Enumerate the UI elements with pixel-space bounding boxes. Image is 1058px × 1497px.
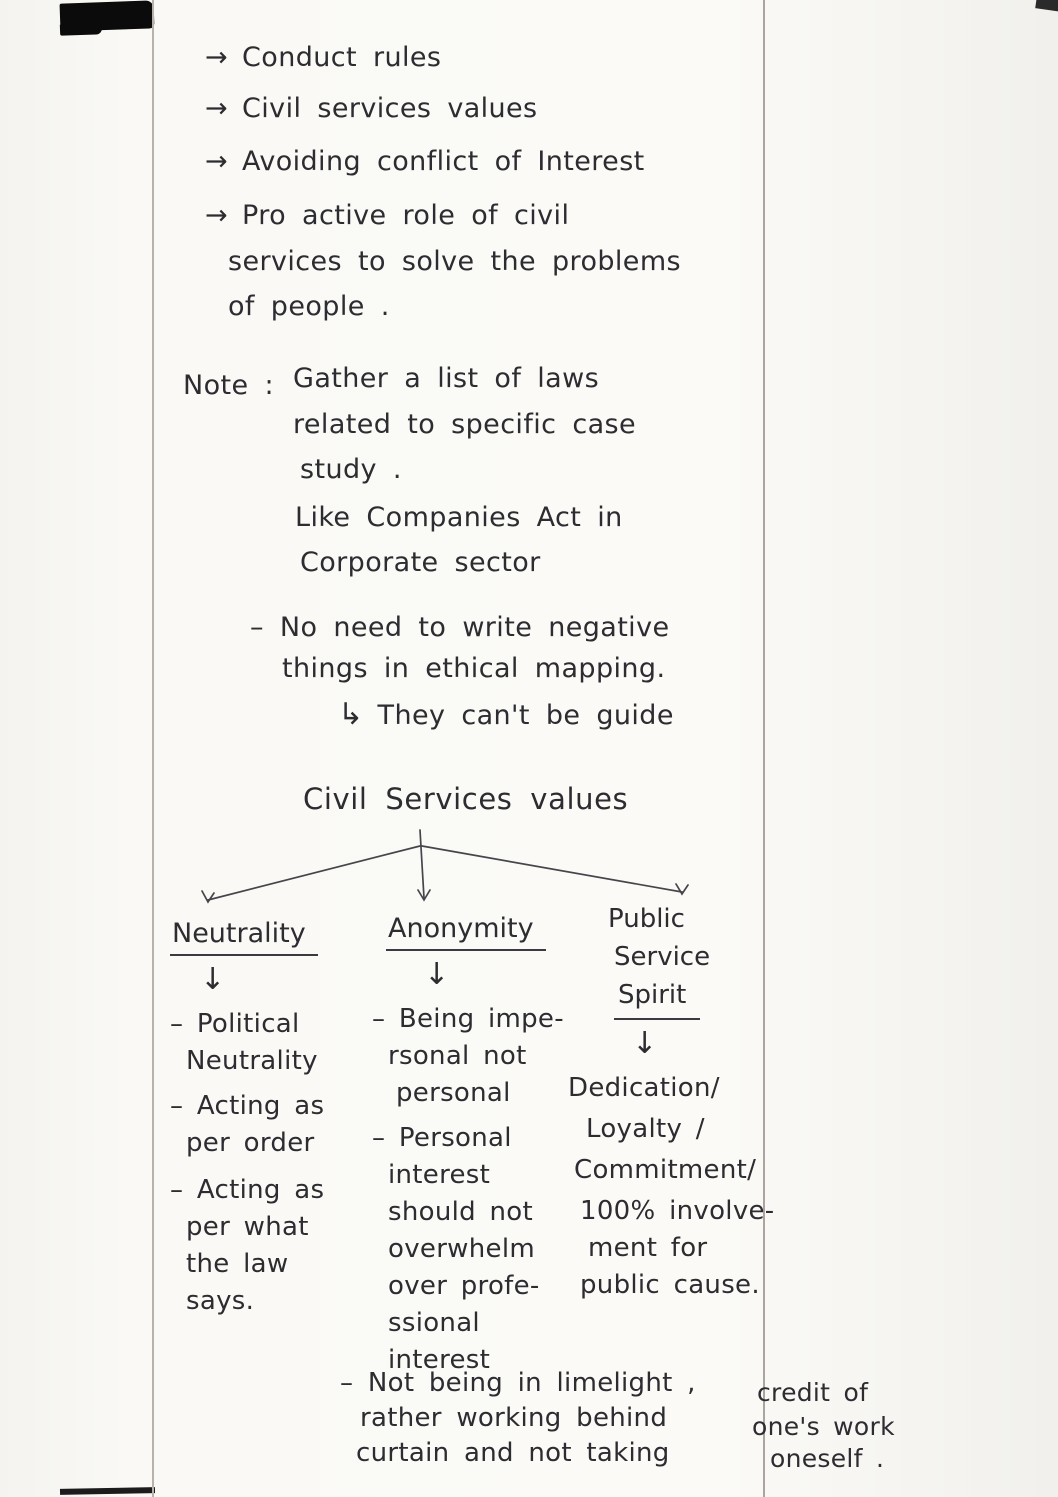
bullet-proactive-role — [205, 200, 569, 231]
neutrality-point: the law — [186, 1249, 289, 1279]
bullet-conduct-rules — [205, 42, 441, 73]
note-line: related to specific case — [293, 409, 637, 440]
down-arrow-icon: ↓ — [632, 1026, 658, 1061]
bullet-text: Pro active role of civil — [242, 200, 570, 231]
caution-subline — [338, 697, 674, 732]
public-service-heading: Public — [608, 904, 685, 934]
anonymity-extra-line: rather working behind — [360, 1403, 668, 1433]
anonymity-point: – Personal — [372, 1123, 512, 1153]
scan-artifact-bottom-left — [60, 1487, 155, 1495]
bullet-avoiding-conflict — [205, 146, 645, 177]
bullet-civil-services-values — [205, 93, 538, 124]
column-neutrality — [170, 918, 324, 1320]
anonymity-point: interest — [388, 1160, 491, 1190]
neutrality-point: Neutrality — [186, 1046, 318, 1076]
anonymity-point: rsonal not — [388, 1041, 527, 1071]
anonymity-point: ssional — [388, 1308, 480, 1338]
anonymity-point: interest — [388, 1345, 491, 1375]
caution-subtext: They can't be guide — [377, 700, 674, 731]
anonymity-extra-line: – Not being in limelight , — [340, 1368, 696, 1398]
bullet-text: Civil services values — [242, 93, 538, 124]
bullet-text: Conduct rules — [242, 42, 442, 73]
anonymity-point: should not — [388, 1197, 533, 1227]
neutrality-point: per order — [186, 1128, 315, 1158]
public-service-point: Dedication/ — [568, 1073, 720, 1103]
down-arrow-icon: ↓ — [200, 962, 226, 997]
public-service-heading: Service — [614, 942, 711, 972]
column-anonymity — [372, 913, 564, 1379]
anonymity-extra-line: curtain and not taking — [356, 1438, 670, 1468]
note-line: Like Companies Act in — [295, 502, 623, 533]
public-service-point: Loyalty / — [586, 1114, 705, 1144]
margin-note-line: credit of — [757, 1378, 869, 1407]
neutrality-point: – Acting as — [170, 1091, 325, 1121]
bullet-proactive-role-cont: of people . — [228, 291, 390, 322]
arrow-right-icon: → — [205, 146, 229, 177]
diagram-title: Civil Services values — [303, 782, 629, 816]
scan-artifact-top-right — [1035, 0, 1058, 12]
bullet-proactive-role-cont: services to solve the problems — [228, 246, 681, 277]
spirit-underlined: Spirit — [614, 976, 700, 1020]
arrow-hook-icon: ↳ — [338, 697, 364, 732]
public-service-heading — [614, 976, 774, 1020]
bullet-text: Avoiding conflict of Interest — [242, 146, 645, 177]
column-public-service-spirit — [562, 900, 774, 1304]
caution-line: – No need to write negative — [250, 612, 670, 643]
neutrality-point: per what — [186, 1212, 309, 1242]
note-line: Corporate sector — [300, 547, 541, 578]
neutrality-heading: Neutrality — [170, 918, 318, 956]
neutrality-point: says. — [186, 1286, 255, 1316]
note-label: Note : — [183, 370, 274, 401]
margin-note-line: one's work — [752, 1412, 895, 1441]
public-service-point: 100% involve- — [580, 1196, 775, 1226]
margin-note-line: oneself . — [770, 1444, 885, 1473]
public-service-point: ment for — [588, 1233, 708, 1263]
note-line: study . — [300, 454, 402, 485]
arrow-right-icon: → — [205, 42, 229, 73]
public-service-point: Commitment/ — [574, 1155, 757, 1185]
scan-artifact-top-left-2 — [60, 23, 102, 35]
caution-line: things in ethical mapping. — [282, 653, 666, 684]
arrow-right-icon: → — [205, 200, 229, 231]
down-arrow-icon: ↓ — [424, 957, 450, 992]
anonymity-point: personal — [396, 1078, 511, 1108]
neutrality-point: – Acting as — [170, 1175, 325, 1205]
anonymity-point: – Being impe- — [372, 1004, 564, 1034]
note-line: Gather a list of laws — [293, 363, 600, 394]
arrow-right-icon: → — [205, 93, 229, 124]
anonymity-point: overwhelm — [388, 1234, 535, 1264]
public-service-point: public cause. — [580, 1270, 760, 1300]
anonymity-heading: Anonymity — [386, 913, 546, 951]
neutrality-point: – Political — [170, 1009, 300, 1039]
anonymity-point: over profe- — [388, 1271, 540, 1301]
left-margin-line — [152, 0, 154, 1497]
